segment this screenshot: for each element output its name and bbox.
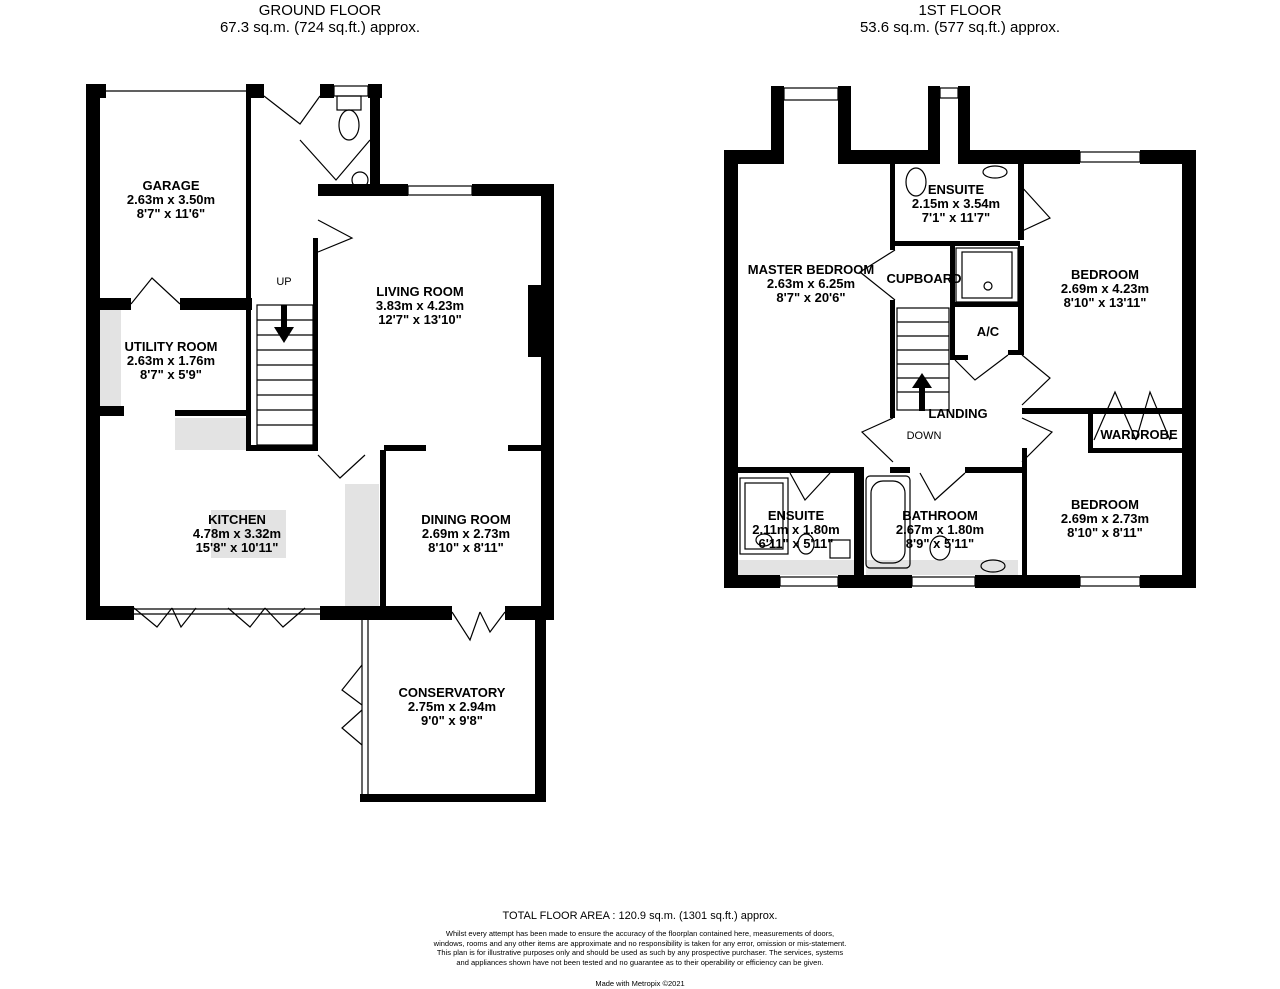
room-name: BEDROOM [1071,497,1139,512]
room-metric: 2.63m x 3.50m [126,192,216,207]
room-imperial: 8'7" x 5'9" [140,367,202,382]
kitchen-worktop-right [345,484,379,606]
ensuite-floor-tint [738,560,854,575]
room-name: BEDROOM [1071,267,1139,282]
cupboard-label: CUPBOARD [886,271,962,286]
room-imperial: 8'9" x 5'11" [905,536,975,551]
room-metric: 2.15m x 3.54m [911,196,1001,211]
room-name: CONSERVATORY [398,685,506,700]
room-metric: 2.67m x 1.80m [895,522,985,537]
stairs-down-arrow-icon [274,305,294,343]
room-metric: 4.78m x 3.32m [192,526,282,541]
ground-floor-area: 67.3 sq.m. (724 sq.ft.) approx. [219,19,421,36]
room-name: DINING ROOM [421,512,511,527]
room-label-garage [127,179,215,221]
room-label-living [376,285,464,327]
ac-label: A/C [976,324,1000,339]
room-label-utility [125,340,218,382]
room-metric: 2.63m x 1.76m [126,353,216,368]
room-name: ENSUITE [767,508,825,523]
stairs-down-label: DOWN [906,430,942,442]
room-imperial: 6'11" x 5'11" [758,536,834,551]
room-imperial: 8'10" x 8'11" [428,540,504,555]
ground-floor-name: GROUND FLOOR [258,2,382,19]
wardrobe-label: WARDROBE [1100,427,1178,442]
room-name: KITCHEN [208,512,266,527]
room-label-dining [421,513,511,555]
room-imperial: 8'7" x 11'6" [136,206,206,221]
room-metric: 2.69m x 2.73m [1060,511,1150,526]
ground-floor-title [200,2,440,36]
room-imperial: 12'7" x 13'10" [378,312,462,327]
kitchen-worktop-top [175,418,249,450]
room-imperial: 8'7" x 20'6" [776,290,846,305]
room-name: UTILITY ROOM [124,339,218,354]
room-label-conservatory [399,686,506,728]
room-metric: 2.75m x 2.94m [407,699,497,714]
room-imperial: 7'1" x 11'7" [921,210,991,225]
first-floor-title [840,2,1080,36]
room-label-ensuite [912,183,1000,225]
room-name: GARAGE [142,178,200,193]
room-label-bedroom-one [1061,268,1149,310]
room-imperial: 9'0" x 9'8" [421,713,483,728]
first-floor-name: 1ST FLOOR [918,2,1002,19]
room-label-master-bedroom [748,263,874,305]
utility-worktop [99,310,121,406]
room-imperial: 15'8" x 10'11" [195,540,279,555]
room-metric: 2.11m x 1.80m [752,522,840,537]
room-metric: 3.83m x 4.23m [375,298,465,313]
room-name: ENSUITE [927,182,985,197]
room-imperial: 8'10" x 13'11" [1063,295,1147,310]
room-imperial: 8'10" x 8'11" [1067,525,1143,540]
disclaimer-text: Whilst every attempt has been made to ensure the accuracy of the floorplan contained here, measurements of doors, windows, rooms and any other items are approximate and no responsibility is taken for any error, omission or mis-statement. This plan is for illustrative purposes only and should be used as such by any prospective purchaser. The services, systems and appliances shown have not been tested and no guarantee as to their operability or efficiency can be given. [433,929,847,967]
room-name: BATHROOM [902,508,978,523]
room-metric: 2.63m x 6.25m [766,276,856,291]
stairs-up-label: UP [276,276,292,288]
total-floor-area: TOTAL FLOOR AREA : 120.9 sq.m. (1301 sq.ft.) approx. [502,910,778,922]
first-floor-area: 53.6 sq.m. (577 sq.ft.) approx. [859,19,1061,36]
room-metric: 2.69m x 4.23m [1060,281,1150,296]
room-label-bedroom-two [1061,498,1149,540]
room-label-kitchen [193,513,281,555]
room-name: LIVING ROOM [376,284,464,299]
room-metric: 2.69m x 2.73m [421,526,511,541]
room-label-ensuite-two [752,509,839,551]
room-label-bathroom [896,509,984,551]
landing-label: LANDING [928,406,988,421]
room-name: MASTER BEDROOM [747,262,875,277]
credit-text: Made with Metropix ©2021 [595,979,685,988]
